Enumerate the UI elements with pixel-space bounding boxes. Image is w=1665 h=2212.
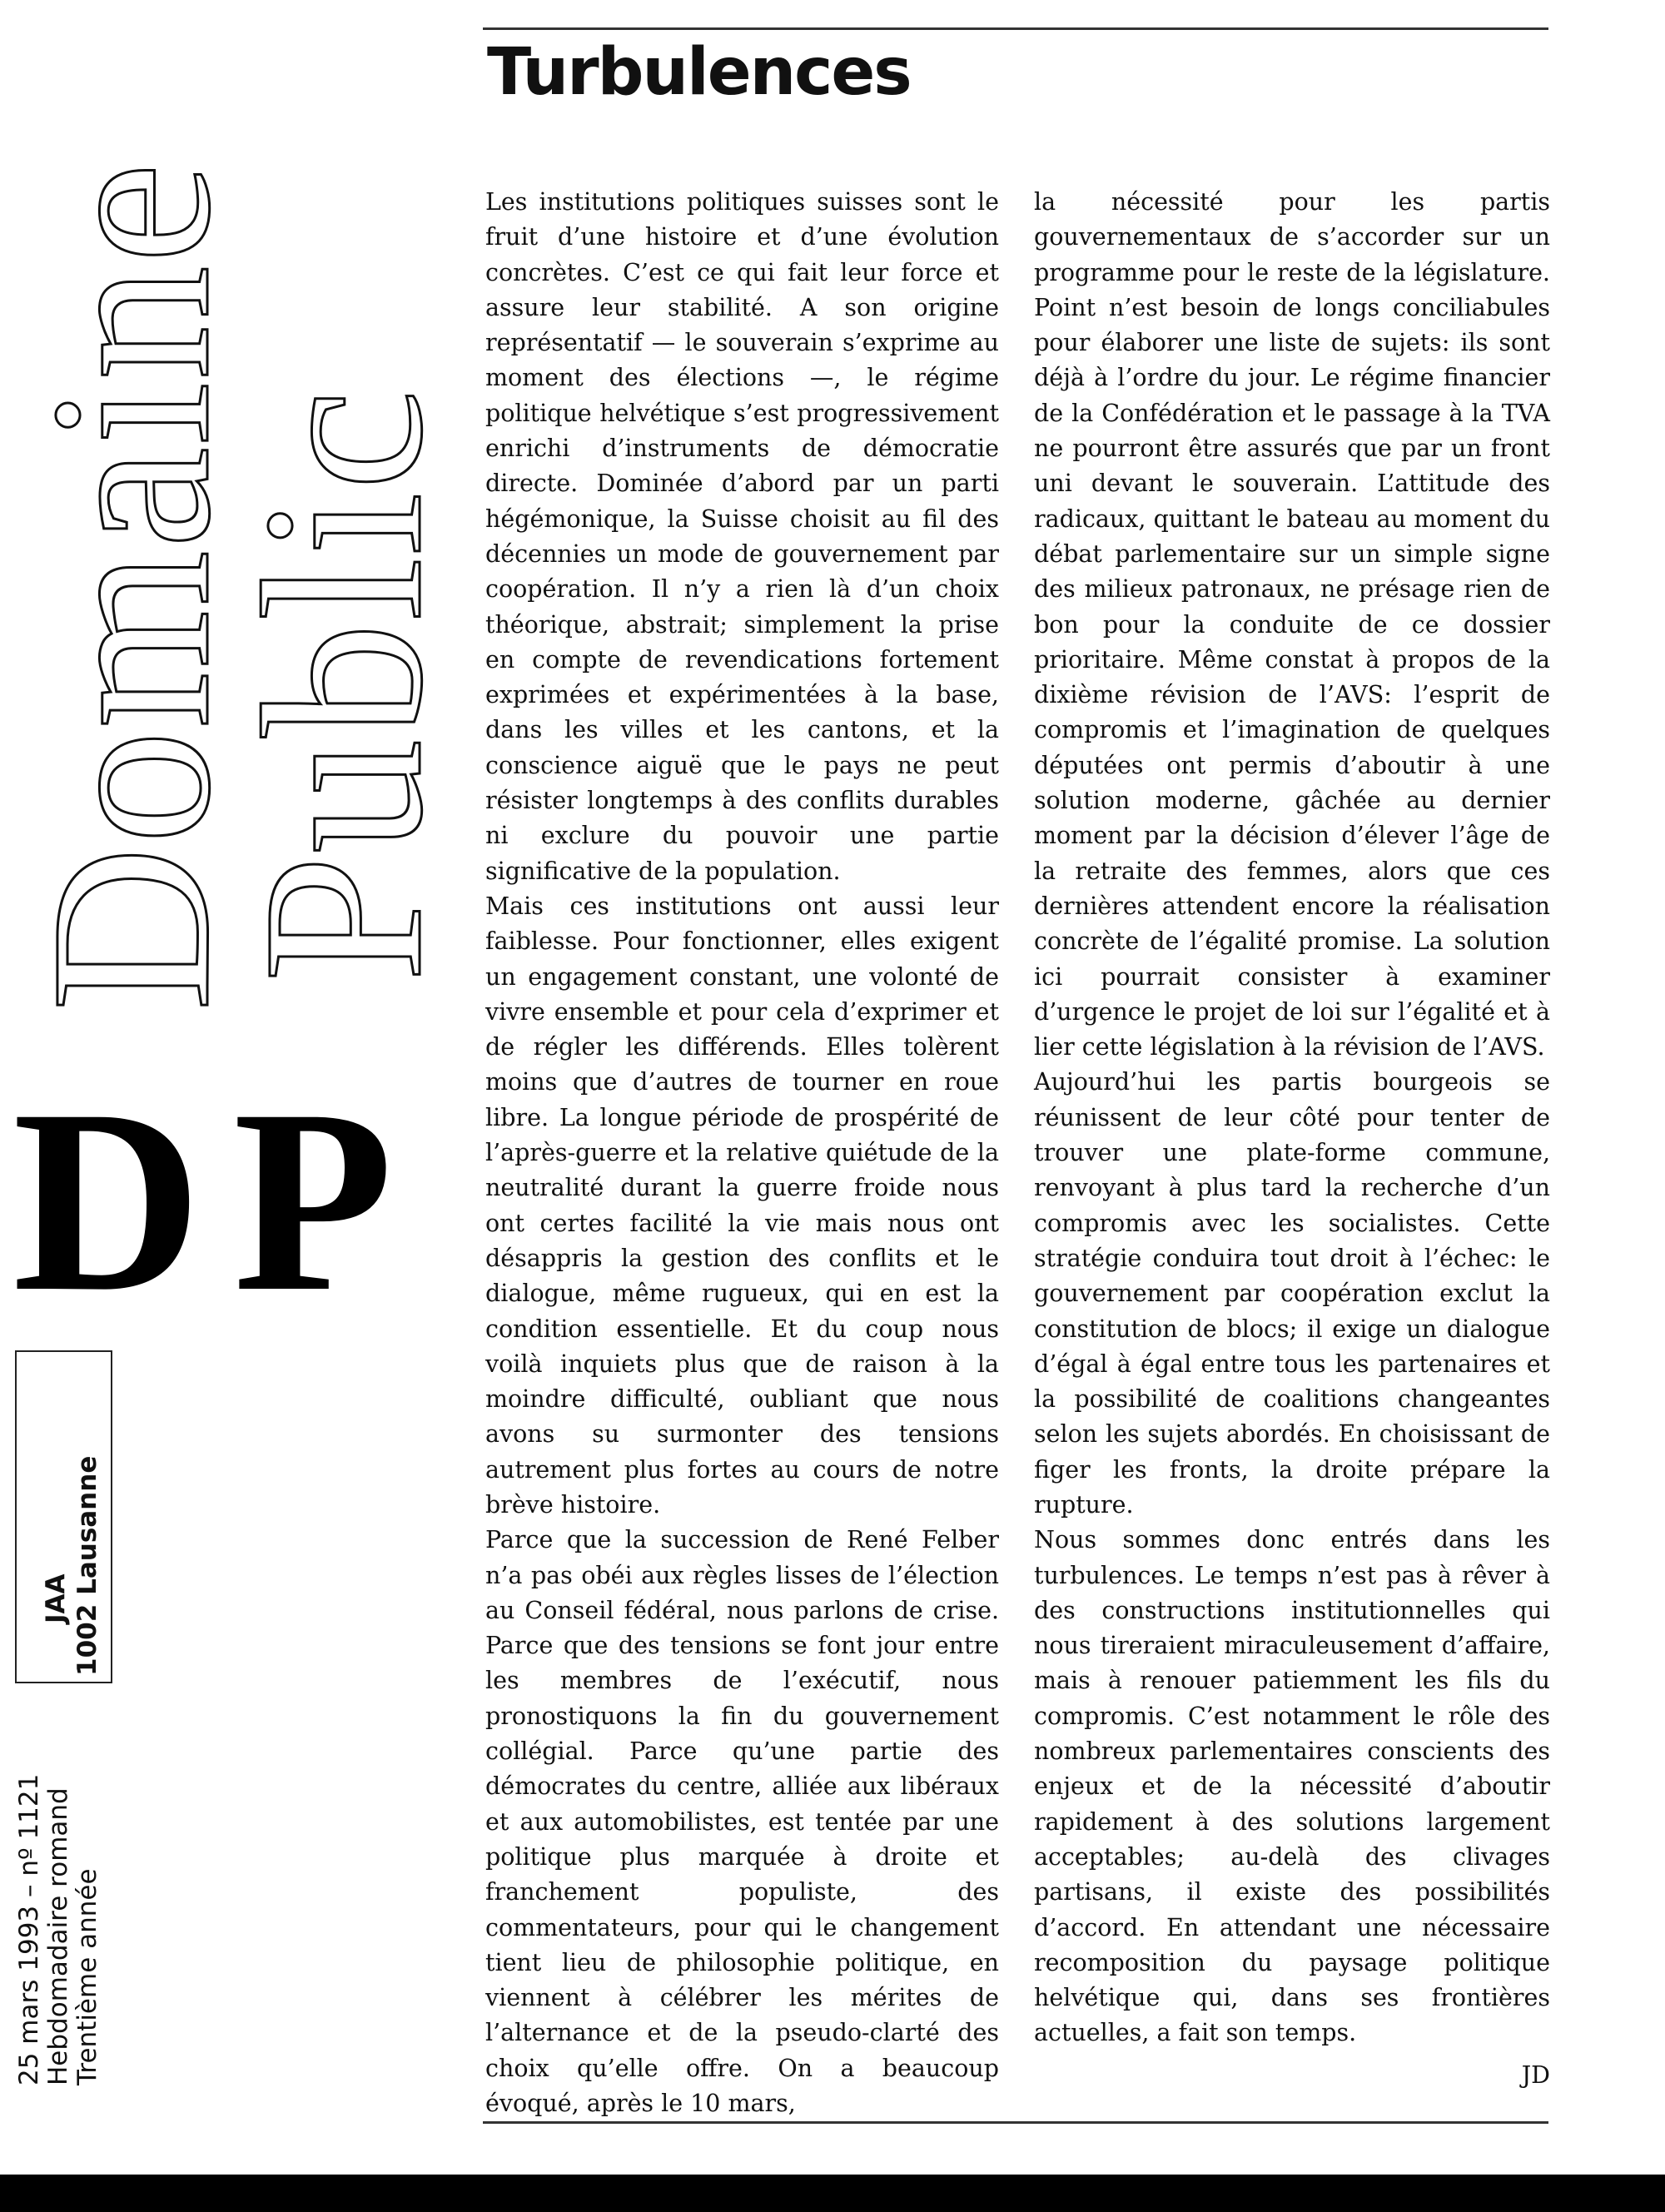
article-signature: JD bbox=[1521, 2060, 1550, 2089]
article-paragraph: Les institutions politiques suisses sont le fruit d’une histoire et d’une évolution concrètes. C’est ce qui fait leur force et assure leur stabilité. A son origine représentatif — le souverain s’exprime au moment des élections —, le régime politique helvétique s’est progressivement enrichi d’instruments de démocratie directe. Dominée d’abord par un parti hégémonique, la Suisse choisit au fil des décennies un mode de gouvernement par coopération. Il n’y a rien là d’un choix théorique, abstrait; simplement la prise en compte de revendications fortement exprimées et expérimentées à la base, dans les villes et les cantons, et la conscience aiguë que le pays ne peut résister longtemps à des conflits durables ni exclure du pouvoir une partie significative de la population. bbox=[485, 188, 999, 885]
article-paragraph: la nécessité pour les partis gouvernementaux de s’accorder sur un programme pour le reste de la législature. Point n’est besoin de longs conciliabules pour élaborer une liste de sujets: ils sont déjà à l’ordre du jour. Le régime financier de la Confédération et le passage à la TVA ne pourront être assurés que par un front uni devant le souverain. L’attitude des radicaux, quittant le bateau au moment du débat parlementaire sur un simple signe des milieux patronaux, ne présage rien de bon pour la conduite de ce dossier prioritaire. Même constat à propos de la dixième révision de l’AVS: l’esprit de compromis et l’imagination de quelques députées ont permis d’aboutir à une solution moderne, gâchée au dernier moment par la décision d’élever l’âge de la retraite des femmes, alors que ces dernières attendent encore la réalisation concrète de l’égalité promise. La solution ici pourrait consister à examiner d’urgence le projet de loi sur l’égalité et à lier cette législation à la révision de l’AVS. bbox=[1034, 188, 1550, 1061]
mailing-jaa: JAA bbox=[41, 1573, 71, 1623]
masthead-initial-p: P bbox=[233, 1056, 394, 1346]
article-column-left bbox=[485, 185, 999, 2121]
article-paragraph: Nous sommes donc entrés dans les turbulences. Le temps n’est pas à rêver à des constructions institutionnelles qui nous tireraient miraculeusement d’affaire, mais à renouer patiemment les fils du compromis. C’est notamment le rôle des nombreux parlementaires conscients des enjeux et de la nécessité d’aboutir rapidement à des solutions largement acceptables; au-delà des clivages partisans, il existe des possibilités d’accord. En attendant une nécessaire recomposition du paysage politique helvétique qui, dans ses frontières actuelles, a fait son temps. bbox=[1034, 1526, 1550, 2047]
article-paragraph: Aujourd’hui les partis bourgeois se réunissent de leur côté pour tenter de trouver une plate-forme commune, renvoyant à plus tard la recherche d’un compromis avec les socialistes. Cette stratégie conduira tout droit à l’échec: le gouvernement par coopération exclut la constitution de blocs; il exige un dialogue d’égal à égal entre tous les partenaires et la possibilité de coalitions changeantes selon les sujets abordés. En choisissant de figer les fronts, la droite prépare la rupture. bbox=[1034, 1068, 1550, 1519]
bottom-rule bbox=[483, 2121, 1548, 2124]
article-paragraph: Parce que la succession de René Felber n’a pas obéi aux règles lisses de l’élection au Conseil fédéral, nous parlons de crise. Parce que des tensions se font jour entre les membres de l’exécutif, nous pronostiquons la fin du gouvernement collégial. Parce qu’une partie des démocrates du centre, alliée aux libéraux et aux automobilistes, est tentée par une politique plus marquée à droite et franchement populiste, des commentateurs, pour qui le changement tient lieu de philosophie politique, en viennent à célébrer les mérites de l’alternance et de la pseudo-clarté des choix qu’elle offre. On a beaucoup évoqué, après le 10 mars, bbox=[485, 1526, 999, 2118]
article-title: Turbulences bbox=[487, 35, 911, 110]
masthead-public: Public bbox=[216, 387, 470, 982]
article-column-right bbox=[1034, 185, 1550, 2093]
masthead-initial-d: D bbox=[12, 1056, 202, 1346]
scan-bottom-edge bbox=[0, 2175, 1665, 2212]
top-rule bbox=[483, 27, 1548, 30]
masthead-domaine: Domaine bbox=[4, 160, 257, 1012]
issue-date-number: 25 mars 1993 – nº 1121 bbox=[14, 1773, 44, 2085]
issue-volume: Trentième année bbox=[72, 1868, 102, 2085]
mailing-postcode: 1002 Lausanne bbox=[72, 1455, 102, 1676]
article-paragraph: Mais ces institutions ont aussi leur faiblesse. Pour fonctionner, elles exigent un engagement constant, une volonté de vivre ensemble et pour cela d’exprimer et de régler les différends. Elles tolèrent moins que d’autres de tourner en roue libre. La longue période de prospérité de l’après-guerre et la relative quiétude de la neutralité durant la guerre froide nous ont certes facilité la vie mais nous ont désappris la gestion des conflits et le dialogue, même rugueux, qui en est la condition essentielle. Et du coup nous voilà inquiets plus que de raison à la moindre difficulté, oubliant que nous avons su surmonter des tensions autrement plus fortes au cours de notre brève histoire. bbox=[485, 892, 999, 1519]
issue-frequency: Hebdomadaire romand bbox=[43, 1787, 73, 2085]
